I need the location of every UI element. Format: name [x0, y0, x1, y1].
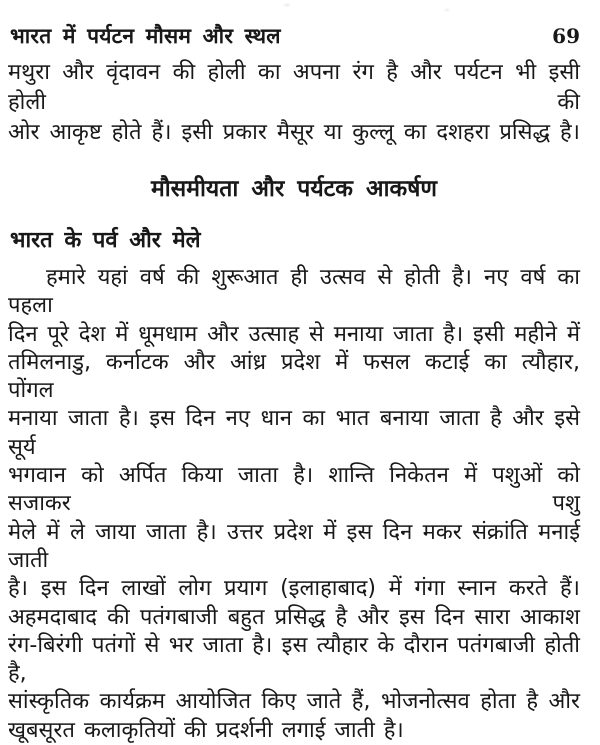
section-heading: मौसमीयता और पर्यटक आकर्षण: [150, 176, 438, 202]
text-line: भगवान को अर्पित किया जाता है। शान्ति निकेतन में पशुओं को सजाकर पशु: [8, 463, 580, 517]
text-line: अहमदाबाद की पतंगबाजी बहुत प्रसिद्ध है और इस दिन सारा आकाश: [8, 604, 580, 630]
page-number: 69: [552, 24, 580, 48]
text-line: मथुरा और वृंदावन की होली का अपना रंग है और पर्यटन भी इसी होली की: [8, 60, 580, 115]
text-line: दिन पूरे देश में धूमधाम और उत्साह से मनाया जाता है। इसी महीने में: [8, 321, 580, 347]
text-line: सांस्कृतिक कार्यक्रम आयोजित किए जाते हैं, भोजनोत्सव होता है और: [8, 689, 580, 715]
sub-heading: भारत के पर्व और मेले: [10, 228, 201, 253]
text-line: खूबसूरत कलाकृतियों की प्रदर्शनी लगाई जाती है।: [8, 717, 404, 743]
text-line: ओर आकृष्ट होते हैं। इसी प्रकार मैसूर या कुल्लू का दशहरा प्रसिद्ध है।: [8, 120, 580, 145]
running-header-title: भारत में पर्यटन मौसम और स्थल: [10, 24, 281, 48]
text-line: रंग-बिरंगी पतंगों से भर जाता है। इस त्यौहार के दौरान पतंगबाजी होती है,: [8, 632, 580, 687]
text-line: है। इस दिन लाखों लोग प्रयाग (इलाहाबाद) में गंगा स्नान करते हैं।: [8, 576, 580, 602]
body-paragraph: [8, 264, 580, 745]
text-line: मनाया जाता है। इस दिन नए धान का भात बनाया जाता है और इसे सूर्य: [8, 406, 580, 460]
running-header: [10, 22, 580, 50]
text-line: तमिलनाडु, कर्नाटक और आंध्र प्रदेश में फसल कटाई का त्यौहार, पोंगल: [8, 349, 580, 404]
text-line: मेले में ले जाया जाता है। उत्तर प्रदेश में इस दिन मकर संक्रांति मनाई जाती: [8, 519, 580, 573]
intro-paragraph: [8, 58, 580, 148]
text-line: हमारे यहां वर्ष की शुरूआत ही उत्सव से होती है। नए वर्ष का पहला: [8, 265, 580, 319]
